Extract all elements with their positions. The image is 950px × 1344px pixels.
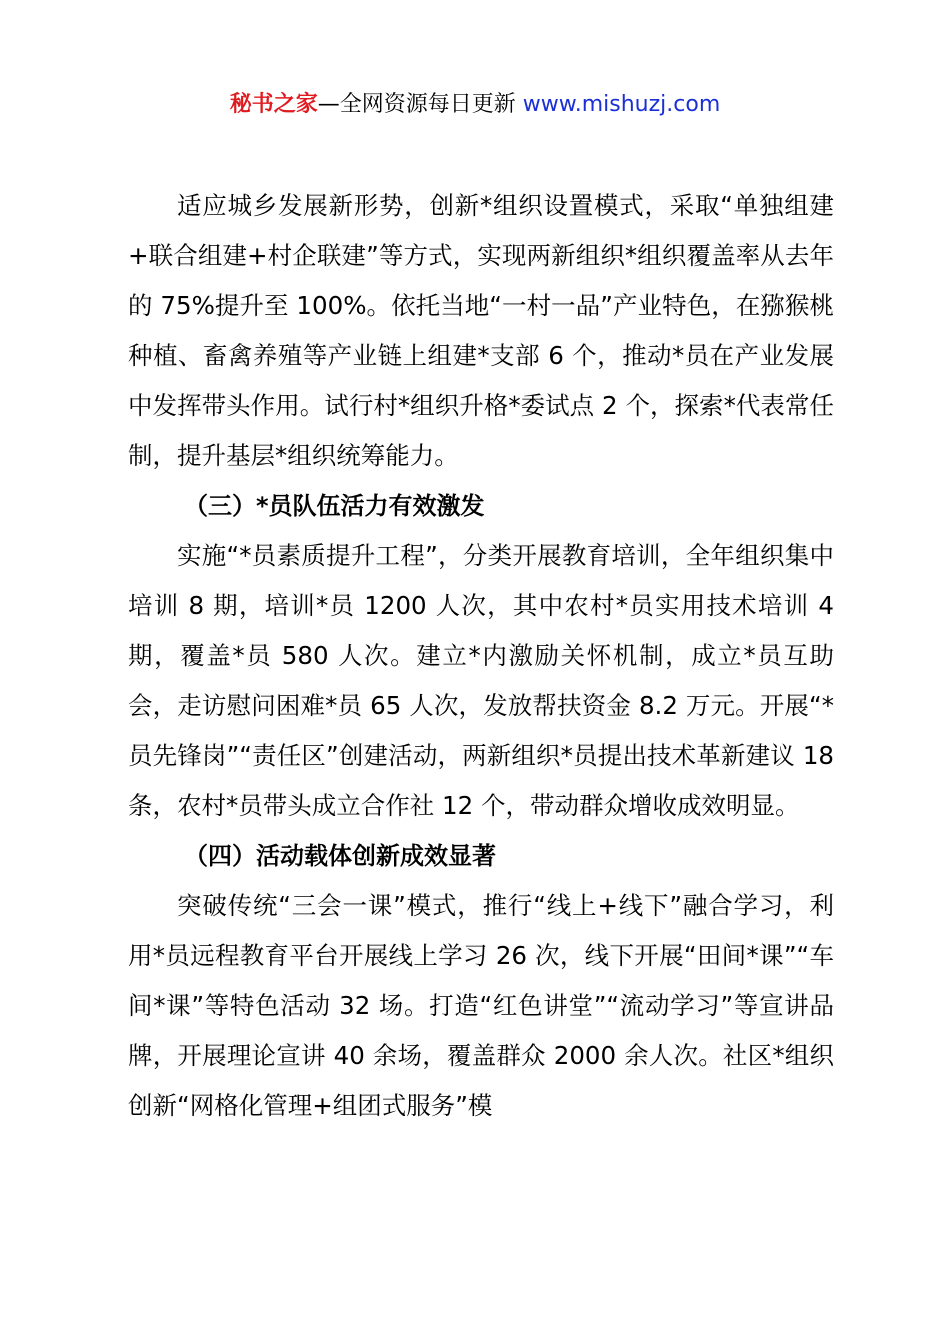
site-url-link[interactable]: www.mishuzj.com (522, 92, 721, 117)
brand-name: 秘书之家 (229, 92, 318, 117)
paragraph-activity-innovation: 突破传统“三会一课”模式，推行“线上+线下”融合学习，利用*员远程教育平台开展线上学习 26 次，线下开展“田间*课”“车间*课”等特色活动 32 场。打造“红色讲堂”“流动学习”等宣讲品牌，开展理论宣讲 40 余场，覆盖群众 2000 余人次。社区*组织创新“网格化管理+组团式服务”模 (128, 891, 834, 1120)
site-header (0, 88, 950, 122)
section-heading-4: （四）活动载体创新成效显著 (184, 842, 496, 870)
paragraph-org-setup: 适应城乡发展新形势，创新*组织设置模式，采取“单独组建+联合组建+村企联建”等方式，实现两新组织*组织覆盖率从去年的 75%提升至 100%。依托当地“一村一品”产业特色，在猕猴桃种植、畜禽养殖等产业链上组建*支部 6 个，推动*员在产业发展中发挥带头作用。试行村*组织升格*委试点 2 个，探索*代表常任制，提升基层*组织统筹能力。 (128, 191, 834, 470)
section-heading-3: （三）*员队伍活力有效激发 (184, 492, 485, 520)
header-tagline: —全网资源每日更新 (317, 92, 516, 117)
document-body (128, 181, 834, 1131)
paragraph-member-vitality: 实施“*员素质提升工程”，分类开展教育培训，全年组织集中培训 8 期，培训*员 1200 人次，其中农村*员实用技术培训 4 期，覆盖*员 580 人次。建立*内激励关怀机制，成立*员互助会，走访慰问困难*员 65 人次，发放帮扶资金 8.2 万元。开展“*员先锋岗”“责任区”创建活动，两新组织*员提出技术革新建议 18 条，农村*员带头成立合作社 12 个，带动群众增收成效明显。 (128, 541, 834, 820)
